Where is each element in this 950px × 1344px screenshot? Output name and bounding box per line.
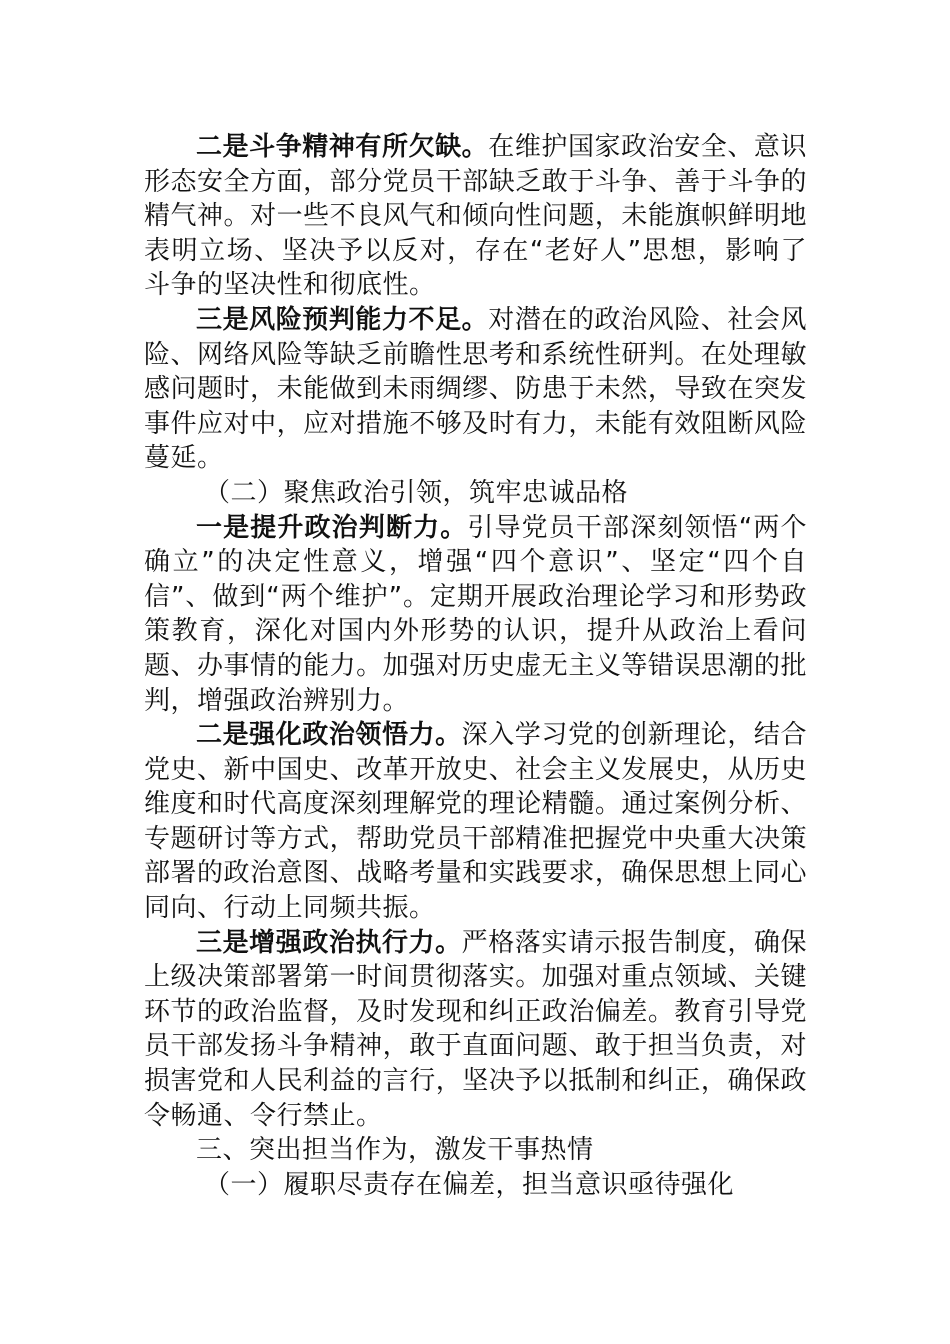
paragraph-lead: 一是提升政治判断力。 (196, 512, 468, 543)
section-heading-three: 三、突出担当作为，激发干事热情 (196, 1135, 594, 1166)
paragraph-lead: 三是增强政治执行力。 (196, 927, 462, 958)
paragraph-struggle-spirit (144, 130, 807, 303)
paragraph-body: 对潜在的政治风险、社会风险、网络风险等缺乏前瞻性思考和系统性研判。在处理敏感问题时，未能做到未雨绸缪、防患于未然，导致在突发事件应对中，应对措施不够及时有力，未能有效阻断风险蔓延。 (144, 304, 807, 474)
paragraph-body: 引导党员干部深刻领悟“两个确立”的决定性意义，增强“四个意识”、坚定“四个自信”、做到“两个维护”。定期开展政治理论学习和形势政策教育，深化对国内外形势的认识，提升从政治上看问题、办事情的能力。加强对历史虚无主义等错误思潮的批判，增强政治辨别力。 (144, 512, 807, 716)
paragraph-body: 深入学习党的创新理论，结合党史、新中国史、改革开放史、社会主义发展史，从历史维度和时代高度深刻理解党的理论精髓。通过案例分析、专题研讨等方式，帮助党员干部精准把握党中央重大决策部署的政治意图、战略考量和实践要求，确保思想上同心同向、行动上同频共振。 (144, 720, 807, 924)
paragraph-lead: 二是斗争精神有所欠缺。 (196, 132, 489, 162)
paragraph-lead: 三是风险预判能力不足。 (196, 304, 489, 335)
paragraph-body: 在维护国家政治安全、意识形态安全方面，部分党员干部缺乏敢于斗争、善于斗争的精气神。对一些不良风气和倾向性问题，未能旗帜鲜明地表明立场、坚决予以反对，存在“老好人”思想，影响了斗争的坚决性和彻底性。 (144, 132, 807, 301)
paragraph-political-comprehension (144, 718, 807, 926)
paragraph-body: 严格落实请示报告制度，确保上级决策部署第一时间贯彻落实。加强对重点领域、关键环节的政治监督，及时发现和纠正政治偏差。教育引导党员干部发扬斗争精神，敢于直面问题、敢于担当负责，对损害党和人民利益的言行，坚决予以抵制和纠正，确保政令畅通、令行禁止。 (144, 927, 807, 1131)
subheading-political-guidance: （二）聚焦政治引领，筑牢忠诚品格 (204, 477, 629, 508)
document-body (144, 130, 807, 1202)
paragraph-lead: 二是强化政治领悟力。 (196, 720, 462, 751)
subheading-duty-deviation: （一）履职尽责存在偏差，担当意识亟待强化 (204, 1169, 735, 1200)
paragraph-political-execution (144, 926, 807, 1134)
paragraph-political-judgment (144, 511, 807, 719)
paragraph-risk-prediction (144, 303, 807, 476)
